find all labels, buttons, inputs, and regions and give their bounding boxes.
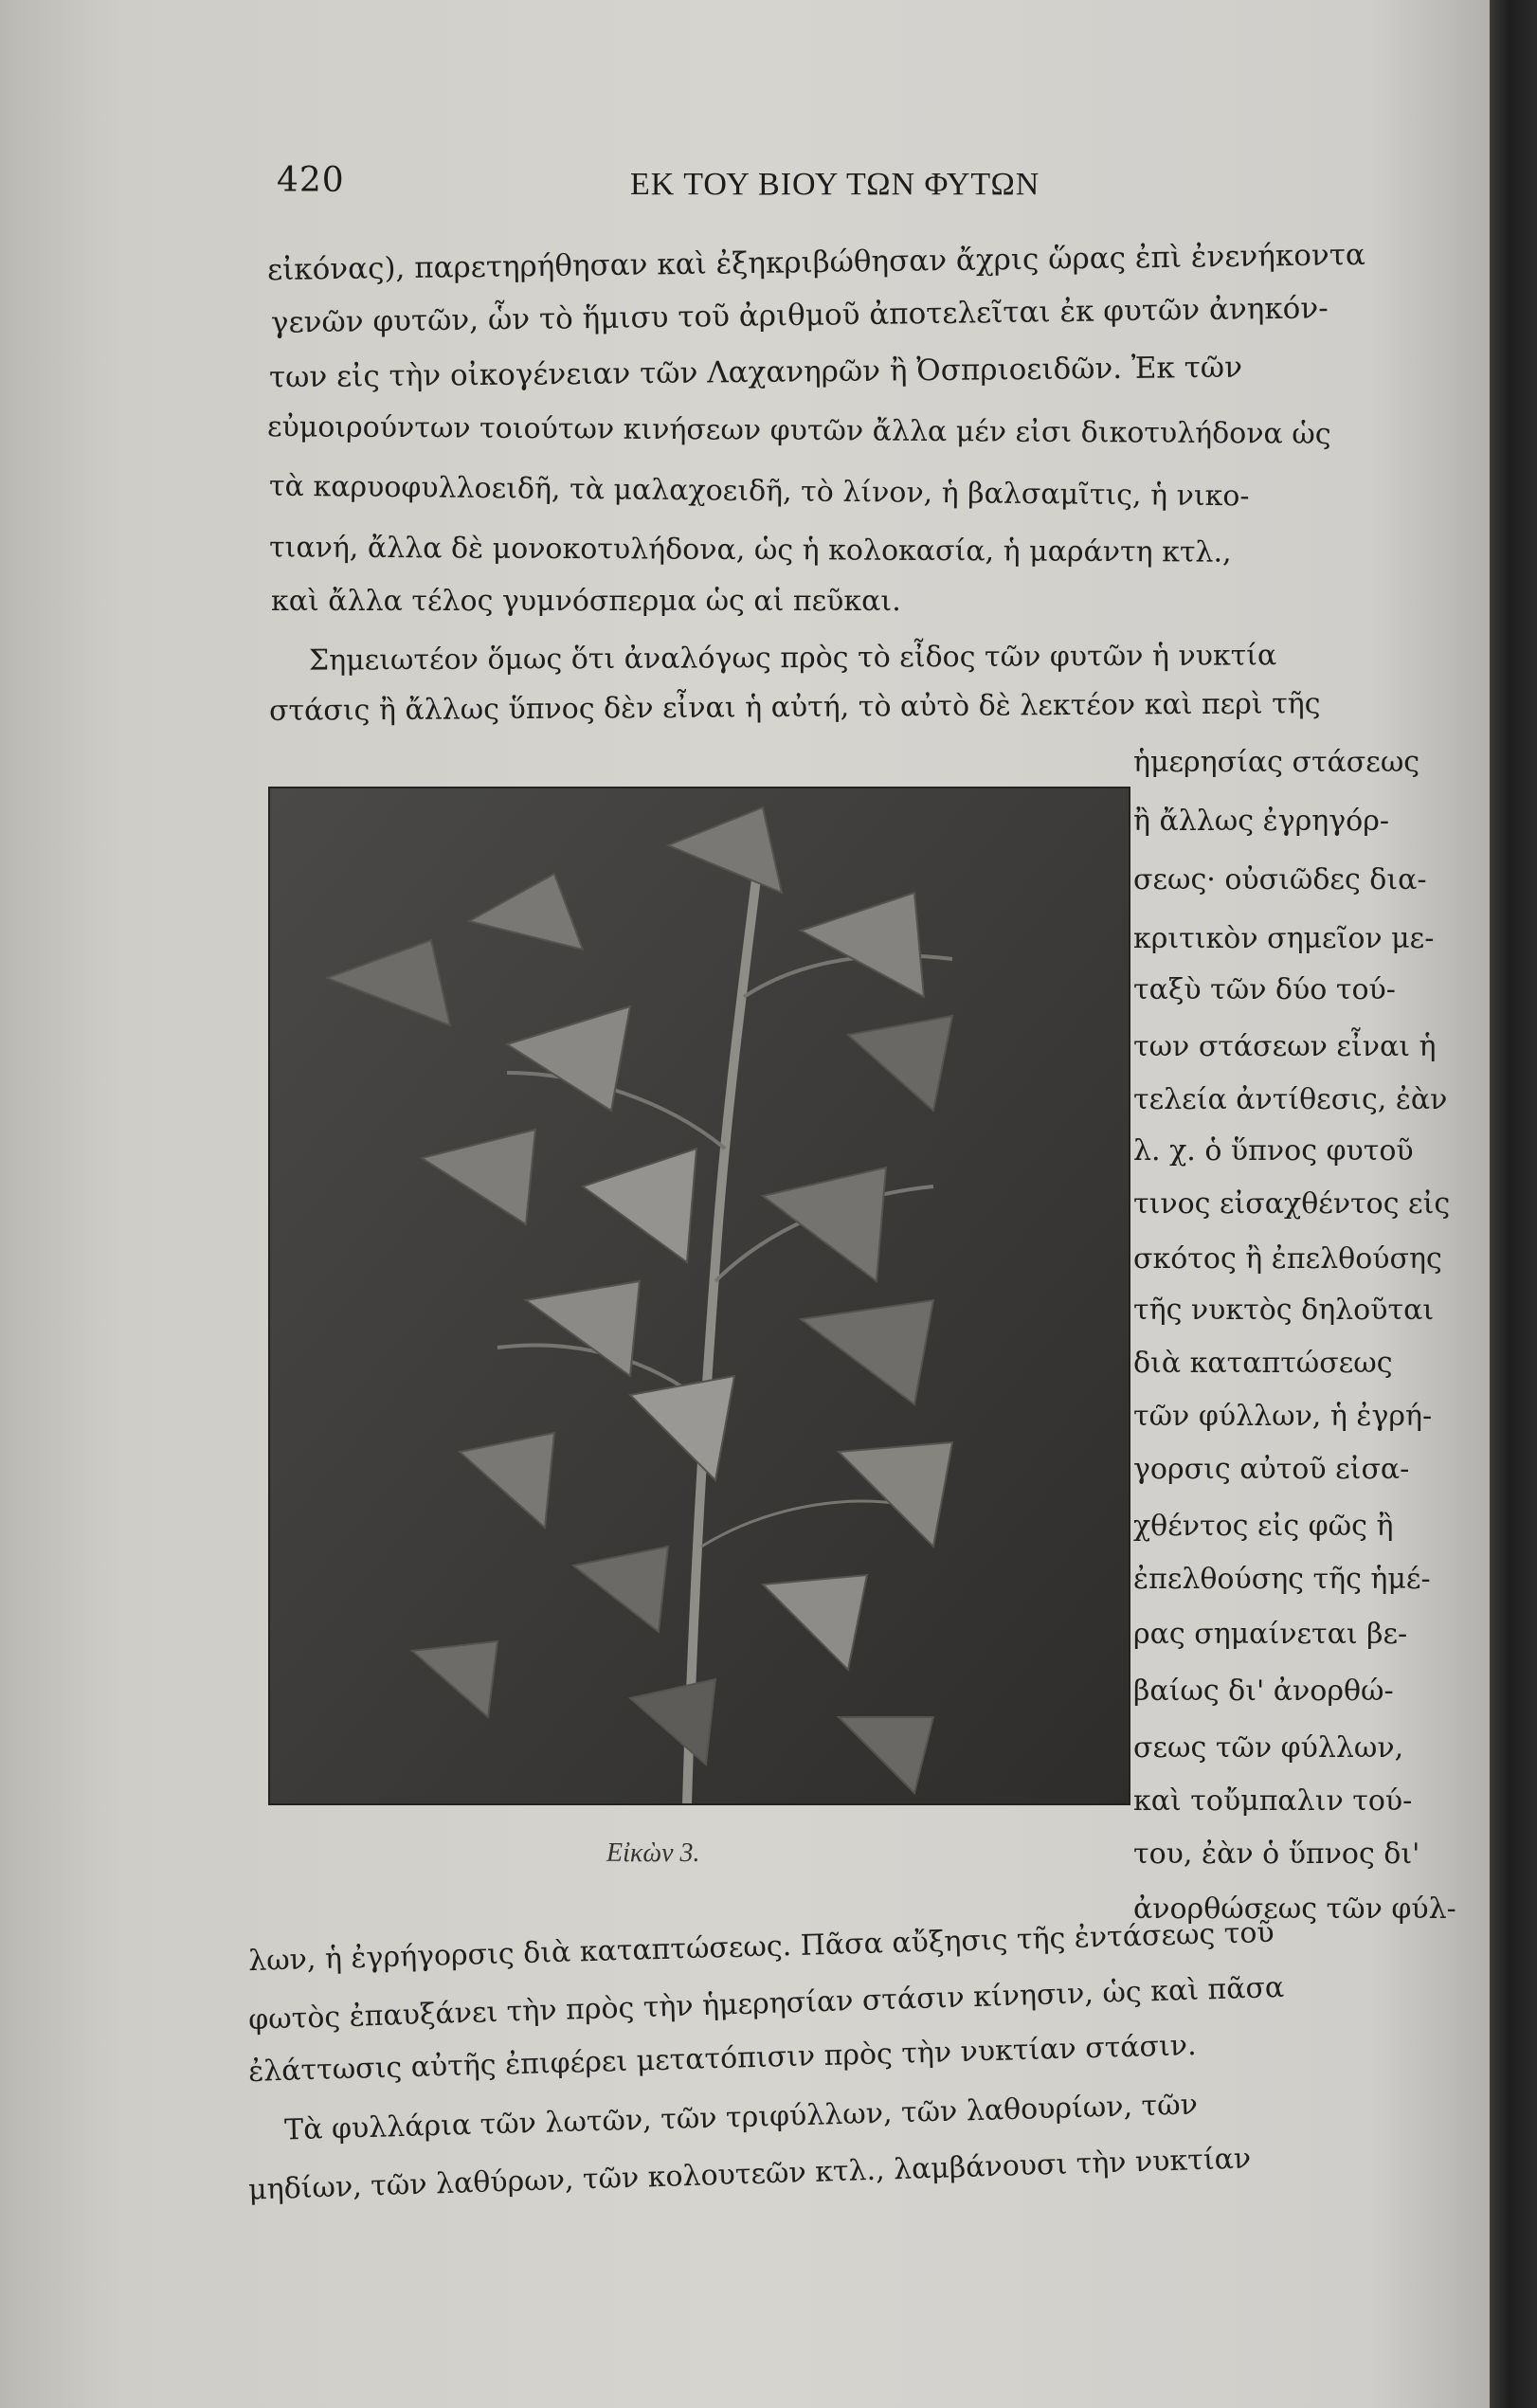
text-line: καὶ ἄλλα τέλος γυμνόσπερμα ὡς αἱ πεῦκαι. (271, 585, 901, 618)
text-line: φωτὸς ἐπαυξάνει τὴν πρὸς τὴν ἡμερησίαν στάσιν κίνησιν, ὡς καὶ πᾶσα (247, 1970, 1285, 2037)
text-line: σκότος ἢ ἐπελθούσης (1133, 1242, 1442, 1276)
text-line: των εἰς τὴν οἰκογένειαν τῶν Λαχανηρῶν ἢ Ὀσπριοειδῶν. Ἐκ τῶν (268, 350, 1243, 395)
text-line: ἢ ἄλλως ἐγρηγόρ- (1133, 805, 1389, 838)
text-line: χθέντος εἰς φῶς ἢ (1133, 1510, 1394, 1543)
text-line: λων, ἡ ἐγρήγορσις διὰ καταπτώσεως. Πᾶσα αὔξησις τῆς ἐντάσεως τοῦ (247, 1915, 1275, 1979)
text-line: εὐμοιρούντων τοιούτων κινήσεων φυτῶν ἄλλα μέν εἰσι δικοτυλήδονα ὡς (266, 410, 1331, 451)
text-line: καὶ τοὔμπαλιν τού- (1133, 1784, 1413, 1818)
text-line: ταξὺ τῶν δύο τού- (1133, 973, 1396, 1006)
text-line: τὰ καρυοφυλλοειδῆ, τὰ μαλαχοειδῆ, τὸ λίνον, ἡ βαλσαμῖτις, ἡ νικο- (268, 469, 1250, 514)
text-line: τῶν φύλλων, ἡ ἐγρή- (1133, 1400, 1433, 1433)
text-line: ἡμερησίας στάσεως (1133, 746, 1420, 779)
text-line: κριτικὸν σημεῖον με- (1133, 922, 1435, 955)
figure-caption: Εἰκὼν 3. (606, 1838, 700, 1868)
text-line: βαίως δι' ἀνορθώ- (1133, 1675, 1394, 1708)
text-line: τελεία ἀντίθεσις, ἐὰν (1133, 1083, 1448, 1116)
text-line: τιανή, ἄλλα δὲ μονοκοτυλήδονα, ὡς ἡ κολοκασία, ἡ μαράντη κτλ., (268, 531, 1232, 570)
figure-photo (268, 787, 1130, 1805)
text-line: στάσις ἢ ἄλλως ὕπνος δὲν εἶναι ἡ αὐτή, τὸ αὐτὸ δὲ λεκτέον καὶ περὶ τῆς (268, 687, 1321, 728)
text-line: διὰ καταπτώσεως (1133, 1347, 1393, 1380)
text-line: ἐπελθούσης τῆς ἡμέ- (1133, 1563, 1431, 1596)
text-line: τῆς νυκτὸς δηλοῦται (1133, 1294, 1435, 1327)
text-line: σεως· οὐσιῶδες δια- (1133, 863, 1427, 896)
text-line: ρας σημαίνεται βε- (1133, 1618, 1408, 1651)
page-number: 420 (277, 161, 345, 200)
plant-photo-illustration (270, 788, 1129, 1803)
text-line: Τὰ φυλλάρια τῶν λωτῶν, τῶν τριφύλλων, τῶν λαθουρίων, τῶν (283, 2088, 1199, 2147)
text-line: σεως τῶν φύλλων, (1133, 1731, 1404, 1765)
text-line: Σημειωτέον ὅμως ὅτι ἀναλόγως πρὸς τὸ εἶδος τῶν φυτῶν ἡ νυκτία (308, 639, 1277, 678)
text-line: του, ἐὰν ὁ ὕπνος δι' (1133, 1838, 1420, 1871)
text-line: ἀνορθώσεως τῶν φύλ- (1133, 1892, 1456, 1926)
binding-edge-shadow (1490, 0, 1537, 2408)
running-head (0, 161, 1490, 218)
text-line: γενῶν φυτῶν, ὧν τὸ ἥμισυ τοῦ ἀριθμοῦ ἀποτελεῖται ἐκ φυτῶν ἀνηκόν- (270, 291, 1329, 340)
text-line: μηδίων, τῶν λαθύρων, τῶν κολουτεῶν κτλ., λαμβάνουσι τὴν νυκτίαν (247, 2142, 1252, 2207)
text-line: γορσις αὐτοῦ εἰσα- (1133, 1453, 1410, 1486)
text-line: ἐλάττωσις αὐτῆς ἐπιφέρει μετατόπισιν πρὸς τὴν νυκτίαν στάσιν. (247, 2029, 1198, 2089)
running-title: ΕΚ ΤΟΥ ΒΙΟΥ ΤΩΝ ΦΥΤΩΝ (630, 167, 1040, 202)
text-line: τινος εἰσαχθέντος εἰς (1133, 1187, 1451, 1221)
text-line: εἰκόνας), παρετηρήθησαν καὶ ἐξηκριβώθησαν ἄχρις ὥρας ἐπὶ ἐνενήκοντα (266, 237, 1366, 288)
text-line: των στάσεων εἶναι ἡ (1133, 1030, 1437, 1063)
text-line: λ. χ. ὁ ὕπνος φυτοῦ (1133, 1134, 1414, 1168)
